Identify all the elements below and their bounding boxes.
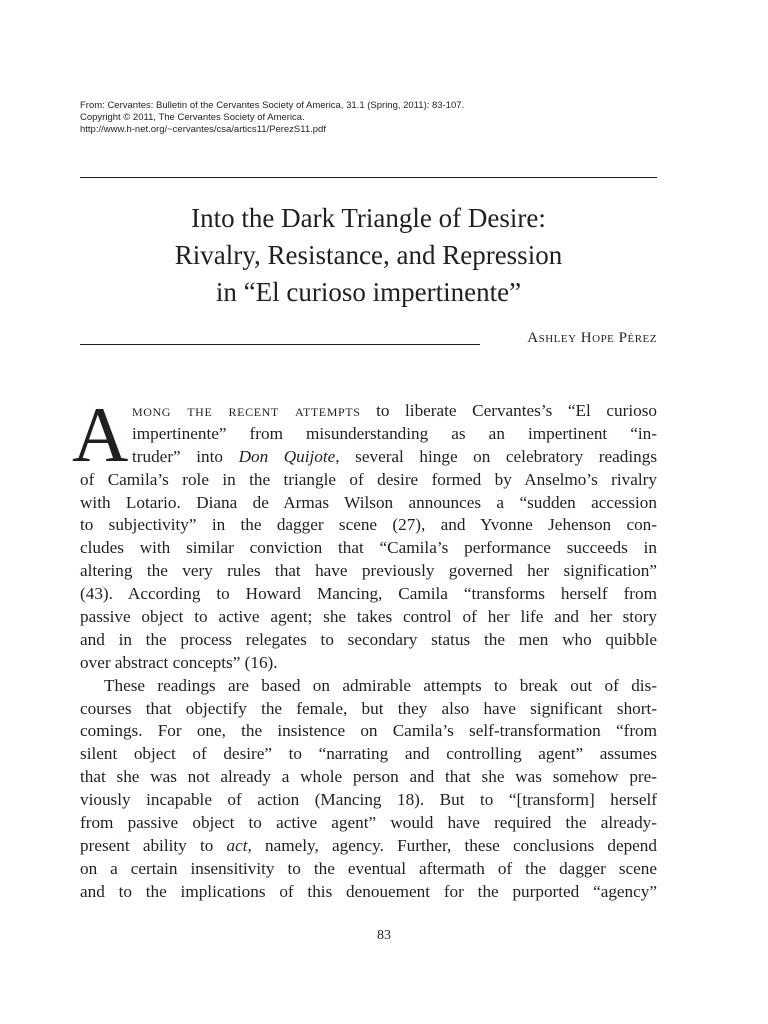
body-line: cludes with similar conviction that “Camila’s performance succeeds in xyxy=(80,538,657,558)
body-line: and in the process relegates to secondary status the men who quibble xyxy=(80,629,657,649)
body-text-fragment: to liberate Cervantes’s “El curioso xyxy=(360,401,657,420)
author-rule xyxy=(80,344,480,345)
body-line: and to the implications of this denouement for the purported “agency” xyxy=(80,881,657,901)
body-line: that she was not already a whole person and that she was somehow pre- xyxy=(80,767,657,787)
body-line xyxy=(80,400,657,423)
body-line: viously incapable of action (Mancing 18). But to “[transform] herself xyxy=(80,790,657,810)
article-title xyxy=(80,200,657,311)
body-text-fragment: , namely, agency. Further, these conclusions depend xyxy=(247,835,657,855)
body-line: comings. For one, the insistence on Camila’s self-transformation “from xyxy=(80,721,657,741)
italic-word: act xyxy=(226,835,248,855)
citation-header xyxy=(80,100,640,136)
header-rule xyxy=(80,177,657,178)
citation-source: From: Cervantes: Bulletin of the Cervantes Society of America, 31.1 (Spring, 2011): 83-107. xyxy=(80,100,465,111)
body-text-fragment: truder” into xyxy=(132,446,239,466)
body-line: over abstract concepts” (16). xyxy=(80,652,278,672)
citation-copyright: Copyright © 2011, The Cervantes Society of America. xyxy=(80,112,305,123)
body-line: of Camila’s role in the triangle of desire formed by Anselmo’s rivalry xyxy=(80,469,657,489)
body-text-fragment: present ability to xyxy=(80,835,227,855)
body-text-fragment: , several hinge on celebratory readings xyxy=(335,446,658,466)
page-number: 83 xyxy=(377,928,391,943)
article-body xyxy=(72,391,658,904)
body-line: (43). According to Howard Mancing, Camila “transforms herself from xyxy=(80,584,657,604)
author-name: Ashley Hope Pérez xyxy=(527,330,657,346)
body-line xyxy=(80,835,657,858)
body-line xyxy=(80,446,657,469)
italic-title: Don Quijote xyxy=(238,446,336,466)
title-line-3: in “El curioso impertinente” xyxy=(215,277,522,307)
body-line: from passive object to active agent” would have required the already- xyxy=(80,813,657,833)
body-line: silent object of desire” to “narrating and controlling agent” assumes xyxy=(80,744,657,764)
body-line: passive object to active agent; she takes control of her life and her story xyxy=(80,607,657,627)
body-line: on a certain insensitivity to the eventual aftermath of the dagger scene xyxy=(80,858,657,878)
body-line: to subjectivity” in the dagger scene (27), and Yvonne Jehenson con- xyxy=(80,515,657,535)
lead-in-smallcaps: mong the recent attempts xyxy=(132,401,361,420)
author-byline xyxy=(80,330,657,350)
title-line-1: Into the Dark Triangle of Desire: xyxy=(191,203,546,233)
body-line: These readings are based on admirable attempts to break out of dis- xyxy=(104,675,657,695)
body-line: altering the very rules that have previously governed her signification” xyxy=(80,561,657,581)
body-line: impertinente” from misunderstanding as an impertinent “in- xyxy=(132,423,657,443)
body-line: with Lotario. Diana de Armas Wilson announces a “sudden accession xyxy=(80,492,657,512)
title-line-2: Rivalry, Resistance, and Repression xyxy=(174,240,563,270)
body-line: courses that objectify the female, but they also have significant short- xyxy=(80,698,657,718)
citation-url[interactable]: http://www.h-net.org/~cervantes/csa/artics11/PerezS11.pdf xyxy=(80,124,326,135)
drop-cap: A xyxy=(72,391,129,478)
